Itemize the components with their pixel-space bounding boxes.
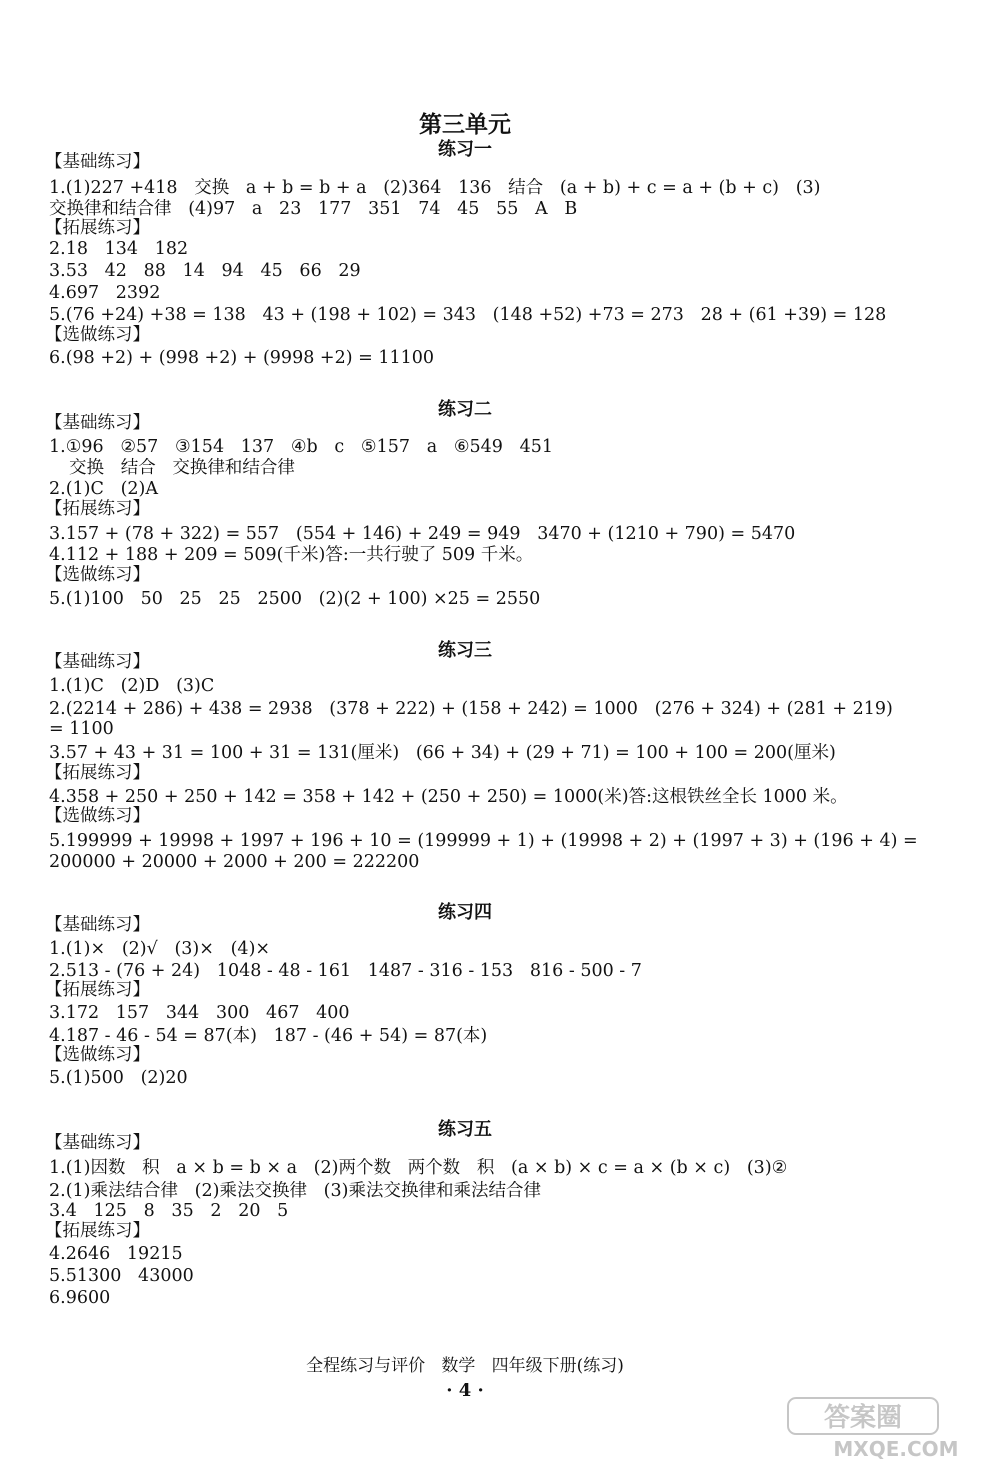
exercise-3-line: 2.(2214 + 286) + 438 = 2938 (378 + 222) + (158 + 242) = 1000 (276 + 324) + (281 + 219) <box>49 699 893 719</box>
exercise-4-line: 2.513 - (76 + 24) 1048 - 48 - 161 1487 - 316 - 153 816 - 500 - 7 <box>49 961 642 981</box>
exercise-5-line: 6.9600 <box>49 1288 111 1308</box>
page-number: · 4 · <box>446 1380 484 1401</box>
exercise-3-line: 5.199999 + 19998 + 1997 + 196 + 10 = (199999 + 1) + (19998 + 2) + (1997 + 3) + (196 + 4) = <box>49 831 918 851</box>
unit-title: 第三单元 <box>419 112 511 138</box>
exercise-4-line: 1.(1)× (2)√ (3)× (4)× <box>49 939 271 959</box>
exercise-1-basic-heading: 【基础练习】 <box>45 152 150 172</box>
exercise-5-line: 1.(1)因数 积 a × b = b × a (2)两个数 两个数 积 (a × b) × c = a × (b × c) (3)② <box>49 1158 788 1178</box>
exercise-3-extension-heading: 【拓展练习】 <box>45 763 150 783</box>
exercise-4-line: 5.(1)500 (2)20 <box>49 1068 188 1088</box>
exercise-3-line: 4.358 + 250 + 250 + 142 = 358 + 142 + (250 + 250) = 1000(米)答:这根铁丝全长 1000 米。 <box>49 787 848 807</box>
svg-text:MXQE.COM: MXQE.COM <box>833 1437 959 1461</box>
exercise-4-extension-heading: 【拓展练习】 <box>45 980 150 1000</box>
book-footer: 全程练习与评价 数学 四年级下册(练习) <box>306 1356 624 1376</box>
exercise-1-line: 交换律和结合律 (4)97 a 23 177 351 74 45 55 A B <box>49 199 578 219</box>
exercise-3-line: = 1100 <box>49 719 114 739</box>
exercise-5-line: 4.2646 19215 <box>49 1244 183 1264</box>
exercise-2-line: 4.112 + 188 + 209 = 509(千米)答:一共行驶了 509 千米。 <box>49 545 534 565</box>
exercise-5-extension-heading: 【拓展练习】 <box>45 1221 150 1241</box>
exercise-5-line: 5.51300 43000 <box>49 1266 194 1286</box>
exercise-4-optional-heading: 【选做练习】 <box>45 1045 150 1065</box>
exercise-1-line: 6.(98 +2) + (998 +2) + (9998 +2) = 11100 <box>49 348 434 368</box>
exercise-4-title: 练习四 <box>438 902 492 923</box>
exercise-2-basic-heading: 【基础练习】 <box>45 413 150 433</box>
exercise-5-basic-heading: 【基础练习】 <box>45 1133 150 1153</box>
exercise-3-basic-heading: 【基础练习】 <box>45 652 150 672</box>
exercise-5-line: 2.(1)乘法结合律 (2)乘法交换律 (3)乘法交换律和乘法结合律 <box>49 1181 541 1201</box>
exercise-2-title: 练习二 <box>438 399 492 420</box>
exercise-2-line: 3.157 + (78 + 322) = 557 (554 + 146) + 249 = 949 3470 + (1210 + 790) = 5470 <box>49 524 796 544</box>
exercise-1-line: 1.(1)227 +418 交换 a + b = b + a (2)364 136 结合 (a + b) + c = a + (b + c) (3) <box>49 178 821 198</box>
exercise-3-title: 练习三 <box>438 640 492 661</box>
exercise-1-line: 2.18 134 182 <box>49 239 189 259</box>
exercise-4-line: 4.187 - 46 - 54 = 87(本) 187 - (46 + 54) = 87(本) <box>49 1026 488 1046</box>
watermark-logo-icon <box>786 1396 986 1462</box>
exercise-2-line: 1.①96 ②57 ③154 137 ④b c ⑤157 a ⑥549 451 <box>49 437 554 457</box>
exercise-4-basic-heading: 【基础练习】 <box>45 915 150 935</box>
exercise-5-line: 3.4 125 8 35 2 20 5 <box>49 1201 289 1221</box>
exercise-1-line: 3.53 42 88 14 94 45 66 29 <box>49 261 361 281</box>
exercise-1-line: 4.697 2392 <box>49 283 161 303</box>
exercise-3-line: 1.(1)C (2)D (3)C <box>49 676 215 696</box>
exercise-3-line: 3.57 + 43 + 31 = 100 + 31 = 131(厘米) (66 + 34) + (29 + 71) = 100 + 100 = 200(厘米) <box>49 743 836 763</box>
exercise-5-title: 练习五 <box>438 1119 492 1140</box>
exercise-2-line: 交换 结合 交换律和结合律 <box>69 458 295 478</box>
exercise-2-optional-heading: 【选做练习】 <box>45 565 150 585</box>
exercise-4-line: 3.172 157 344 300 467 400 <box>49 1003 350 1023</box>
exercise-1-title: 练习一 <box>438 139 492 160</box>
exercise-2-extension-heading: 【拓展练习】 <box>45 499 150 519</box>
exercise-1-line: 5.(76 +24) +38 = 138 43 + (198 + 102) = 343 (148 +52) +73 = 273 28 + (61 +39) = 128 <box>49 305 887 325</box>
exercise-1-optional-heading: 【选做练习】 <box>45 325 150 345</box>
exercise-1-extension-heading: 【拓展练习】 <box>45 218 150 238</box>
exercise-2-line: 5.(1)100 50 25 25 2500 (2)(2 + 100) ×25 = 2550 <box>49 589 541 609</box>
exercise-3-optional-heading: 【选做练习】 <box>45 806 150 826</box>
exercise-3-line: 200000 + 20000 + 2000 + 200 = 222200 <box>49 852 420 872</box>
svg-text:答案圈: 答案圈 <box>823 1403 903 1433</box>
exercise-2-line: 2.(1)C (2)A <box>49 479 158 499</box>
